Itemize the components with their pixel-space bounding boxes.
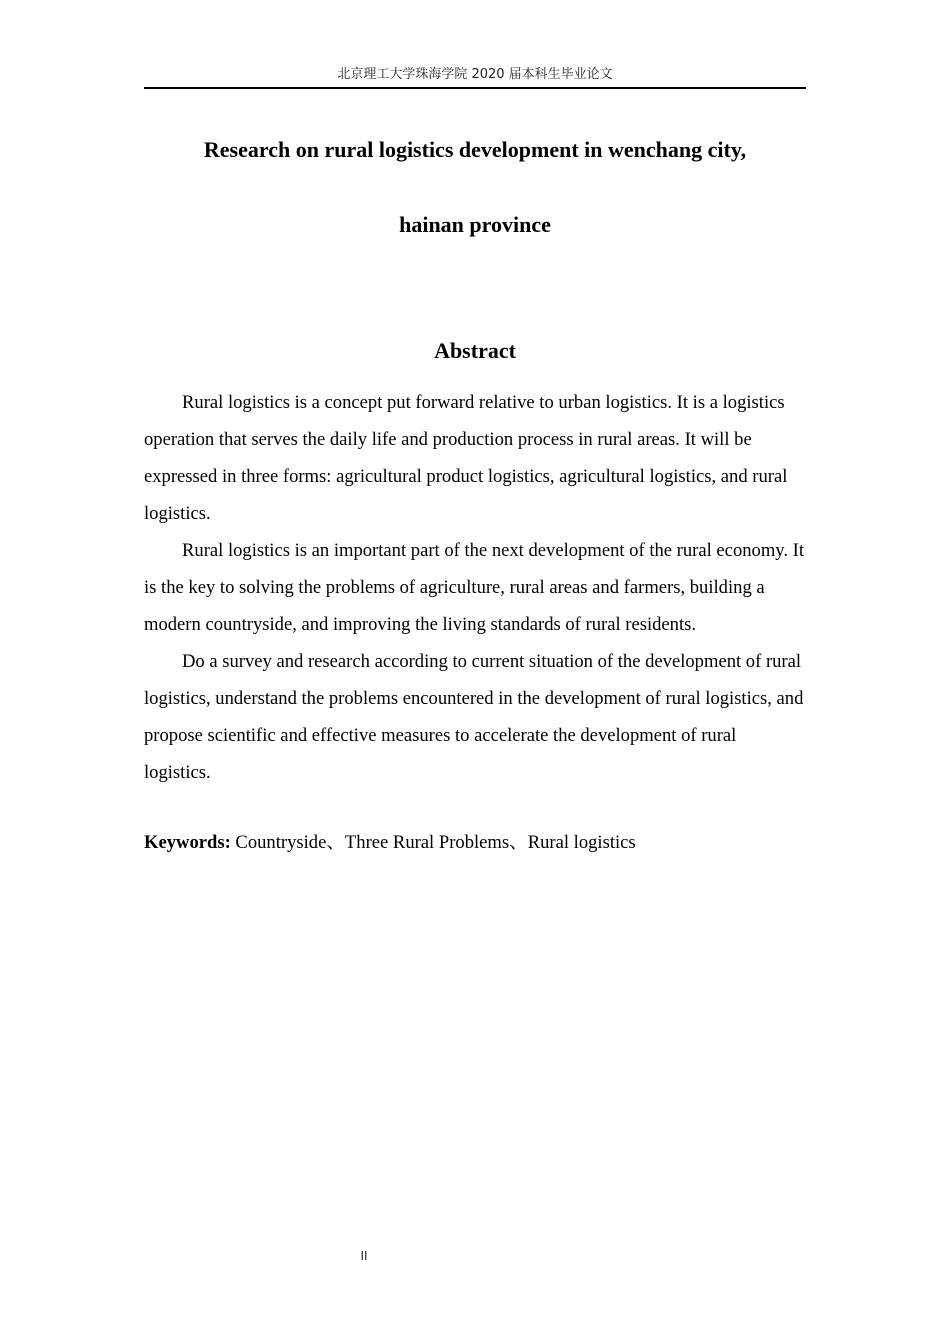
paper-title-line-1: Research on rural logistics development in wenchang city, xyxy=(203,137,747,162)
keywords xyxy=(144,824,806,861)
paper-title-line-2: hainan province xyxy=(399,212,551,237)
keywords-label: Keywords: xyxy=(144,832,231,853)
header-divider xyxy=(144,87,806,89)
abstract-heading: Abstract xyxy=(434,338,516,363)
abstract-body xyxy=(144,384,806,791)
keywords-value: Countryside、Three Rural Problems、Rural logistics xyxy=(235,832,636,853)
abstract-paragraph: Do a survey and research according to current situation of the development of rural logistics, understand the problems encountered in the development of rural logistics, and propose scientific and effective measures to accelerate the development of rural logistics. xyxy=(144,651,804,783)
running-header: 北京理工大学珠海学院 2020 届本科生毕业论文 xyxy=(337,67,613,82)
abstract-paragraph: Rural logistics is an important part of the next development of the rural economy. It is the key to solving the problems of agriculture, rural areas and farmers, building a modern countryside, and improving the living standards of rural residents. xyxy=(144,540,805,635)
page-number: II xyxy=(360,1249,368,1263)
abstract-paragraph: Rural logistics is a concept put forward relative to urban logistics. It is a logistics operation that serves the daily life and production process in rural areas. It will be expressed in three forms: agricultural product logistics, agricultural logistics, and rural logistics. xyxy=(144,392,788,524)
